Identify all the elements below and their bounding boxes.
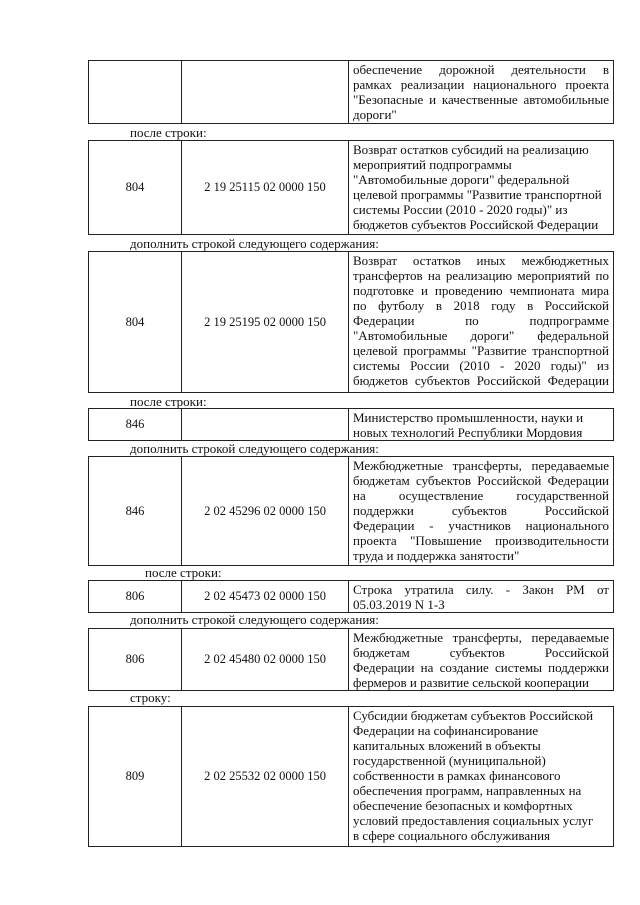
description-cell: Возврат остатков субсидий на реализацию мероприятий подпрограммы "Автомобильные дороги" федеральной целевой программы "Развитие транспортной системы России (2010 - 2020 годы)" из бюджетов субъектов Российской Федерации bbox=[353, 142, 602, 232]
insertion-instruction: после строки: bbox=[130, 394, 207, 409]
description-cell: Межбюджетные трансферты, передаваемые бюджетам субъектов Российской Федерации на осуществление государственной поддержки субъектов Российской Федерации - участников национального проекта "Повышение производительности труда и поддержка занятости" bbox=[353, 458, 609, 563]
table-row bbox=[88, 251, 614, 393]
insertion-instruction: дополнить строкой следующего содержания: bbox=[130, 441, 379, 456]
insertion-instruction: строку: bbox=[130, 690, 171, 705]
description-cell: обеспечение дорожной деятельности в рамках реализации национального проекта "Безопасные и качественные автомобильные дороги" bbox=[353, 62, 609, 122]
code-cell: 804 bbox=[89, 141, 182, 234]
table-row bbox=[88, 580, 614, 613]
table-row bbox=[88, 706, 614, 847]
kbk-cell: 2 19 25195 02 0000 150 bbox=[182, 252, 349, 392]
description-cell: Субсидии бюджетам субъектов Российской Федерации на софинансирование капитальных вложений в объекты государственной (муниципальной) собственности в рамках финансового обеспечения программ, направленных на обеспечение безопасных и комфортных условий предоставления социальных услуг в сфере социального обслуживания bbox=[353, 708, 594, 843]
code-cell bbox=[89, 61, 182, 123]
insertion-instruction: дополнить строкой следующего содержания: bbox=[130, 612, 379, 627]
code-cell: 846 bbox=[89, 409, 182, 440]
description-cell: Строка утратила силу. - Закон РМ от 05.03.2019 N 1-З bbox=[353, 582, 609, 612]
kbk-cell: 2 02 45480 02 0000 150 bbox=[182, 629, 349, 690]
description-cell: Межбюджетные трансферты, передаваемые бюджетам субъектов Российской Федерации на создание системы поддержки фермеров и развитие сельской кооперации bbox=[353, 630, 609, 690]
insertion-instruction: дополнить строкой следующего содержания: bbox=[130, 236, 379, 251]
insertion-instruction: после строки: bbox=[145, 565, 222, 580]
table-row bbox=[88, 456, 614, 566]
code-cell: 804 bbox=[89, 252, 182, 392]
table-row bbox=[88, 628, 614, 691]
table-row bbox=[88, 408, 614, 441]
code-cell: 806 bbox=[89, 629, 182, 690]
table-row bbox=[88, 140, 614, 235]
code-cell: 846 bbox=[89, 457, 182, 565]
code-cell: 806 bbox=[89, 581, 182, 612]
kbk-cell: 2 02 45296 02 0000 150 bbox=[182, 457, 349, 565]
kbk-cell bbox=[182, 61, 349, 123]
description-cell: Возврат остатков иных межбюджетных трансфертов на реализацию мероприятий по подготовке и проведению чемпионата мира по футболу в 2018 году в Российской Федерации по подпрограмме "Автомобильные дороги" федеральной целевой программы "Развитие транспортной системы России (2010 - 2020 годы)" из бюджетов субъектов Российской Федерации bbox=[353, 253, 609, 388]
kbk-cell: 2 02 45473 02 0000 150 bbox=[182, 581, 349, 612]
kbk-cell bbox=[182, 409, 349, 440]
table-row bbox=[88, 60, 614, 124]
insertion-instruction: после строки: bbox=[130, 125, 207, 140]
kbk-cell: 2 02 25532 02 0000 150 bbox=[182, 707, 349, 846]
kbk-cell: 2 19 25115 02 0000 150 bbox=[182, 141, 349, 234]
description-cell: Министерство промышленности, науки и новых технологий Республики Мордовия bbox=[353, 410, 584, 440]
code-cell: 809 bbox=[89, 707, 182, 846]
